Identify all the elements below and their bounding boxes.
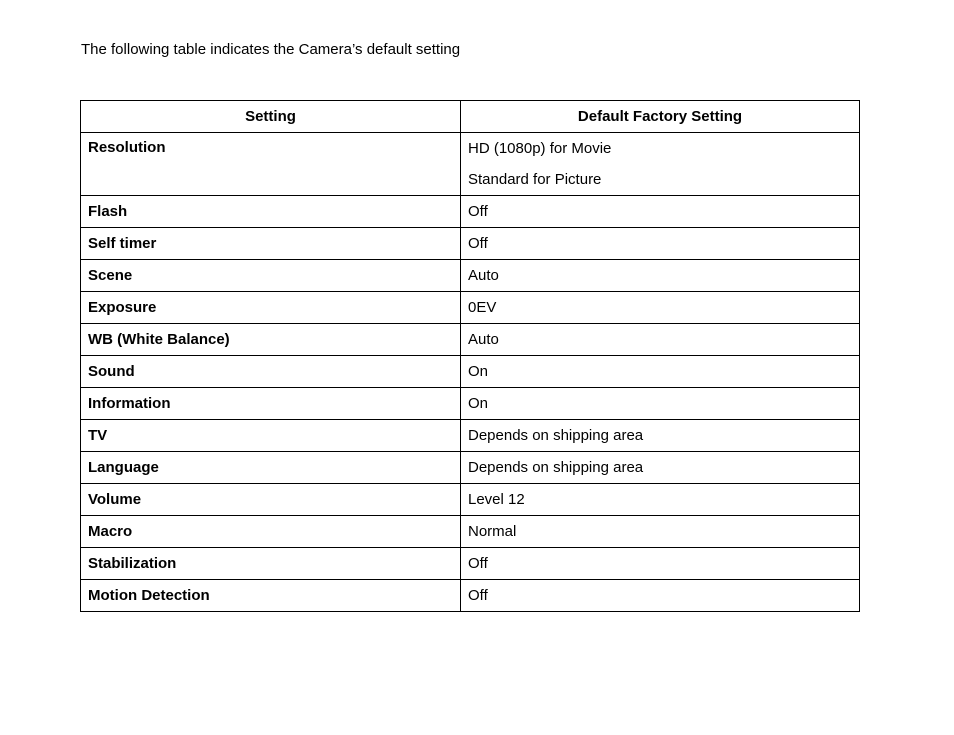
setting-value: On: [461, 356, 860, 388]
setting-name: Information: [81, 388, 461, 420]
setting-name: TV: [81, 420, 461, 452]
table-row: [81, 452, 860, 484]
setting-name: Self timer: [81, 228, 461, 260]
setting-name: Motion Detection: [81, 580, 461, 612]
setting-name: Scene: [81, 260, 461, 292]
setting-value-line: Standard for Picture: [468, 171, 602, 188]
table-row: [81, 420, 860, 452]
setting-name: Stabilization: [81, 548, 461, 580]
setting-name: Flash: [81, 196, 461, 228]
setting-value-line: HD (1080p) for Movie: [468, 140, 612, 157]
setting-value: Depends on shipping area: [461, 452, 860, 484]
table-row: [81, 388, 860, 420]
setting-value: Off: [461, 548, 860, 580]
setting-name: Language: [81, 452, 461, 484]
setting-name: WB (White Balance): [81, 324, 461, 356]
intro-text: The following table indicates the Camera’s default setting: [81, 41, 461, 58]
table-row: [81, 484, 860, 516]
setting-value: Level 12: [461, 484, 860, 516]
default-settings-table: [80, 100, 860, 612]
table-row: [81, 356, 860, 388]
setting-name: Exposure: [81, 292, 461, 324]
table-row: [81, 228, 860, 260]
setting-name: Resolution: [81, 133, 461, 196]
table-row: [81, 196, 860, 228]
table-row: [81, 292, 860, 324]
setting-value: On: [461, 388, 860, 420]
table-row: [81, 324, 860, 356]
table-row: [81, 516, 860, 548]
setting-value: [461, 133, 860, 196]
column-header-setting: Setting: [81, 101, 461, 133]
setting-value: Off: [461, 580, 860, 612]
setting-value: Normal: [461, 516, 860, 548]
setting-value: Depends on shipping area: [461, 420, 860, 452]
setting-value: 0EV: [461, 292, 860, 324]
table-row: [81, 260, 860, 292]
table-header-row: [81, 101, 860, 133]
setting-name: Macro: [81, 516, 461, 548]
setting-value: Auto: [461, 324, 860, 356]
setting-name: Sound: [81, 356, 461, 388]
column-header-default: Default Factory Setting: [461, 101, 860, 133]
setting-value: Off: [461, 196, 860, 228]
table-row: [81, 133, 860, 196]
table-row: [81, 580, 860, 612]
setting-value: Auto: [461, 260, 860, 292]
setting-value: Off: [461, 228, 860, 260]
setting-name: Volume: [81, 484, 461, 516]
table-row: [81, 548, 860, 580]
